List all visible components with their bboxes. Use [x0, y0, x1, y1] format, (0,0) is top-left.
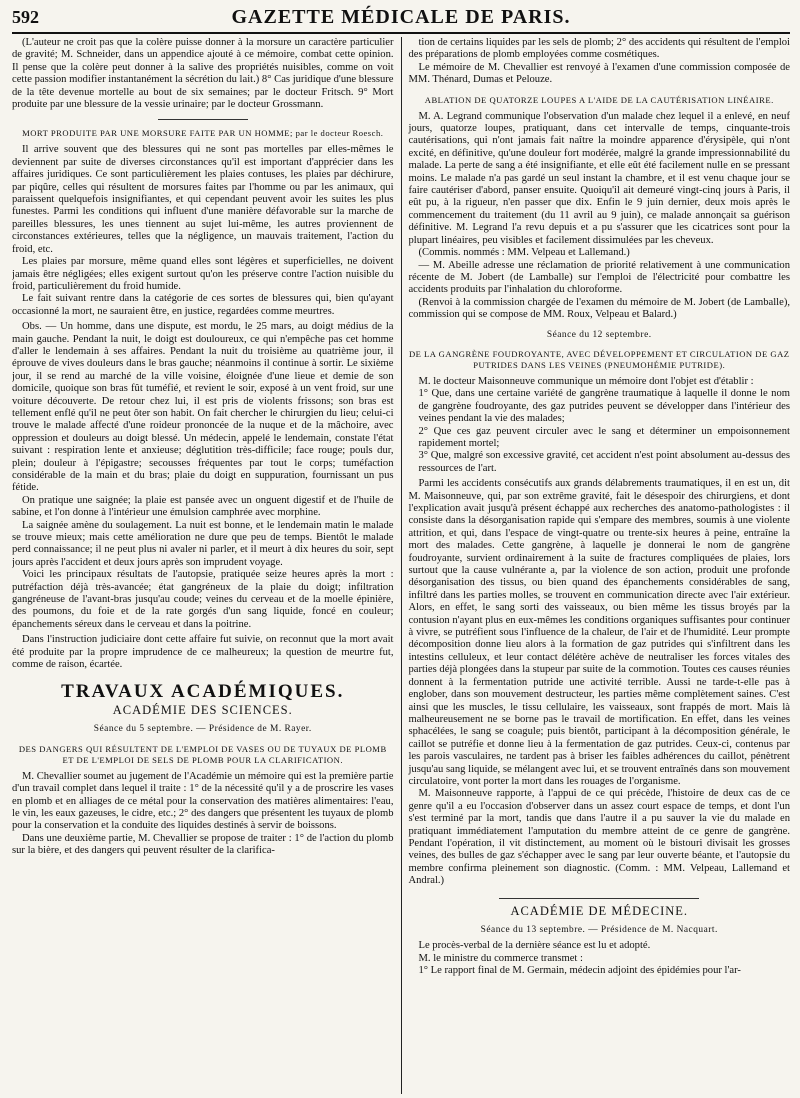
journal-title: GAZETTE MÉDICALE DE PARIS.: [231, 6, 571, 28]
paragraph: La saignée amène du soulagement. La nuit est bonne, et le lendemain matin le malade se trouve mieux; mais cette amélioration ne dure que peu de temps. Bientôt le malade perd connaissance; il ne peut plus ni avaler ni parler, et il meurt à dix heures du soir, sept jours après l'accident et deux jours après son imprudent voyage.: [12, 519, 394, 568]
paragraph: — M. Abeille adresse une réclamation de priorité relativement à une communication récente de M. Jobert (de Lamballe) sur l'emploi de l'électricité pour combattre les accidents produits par l'inhalation du chloroforme.: [408, 259, 790, 296]
article-columns: [12, 37, 790, 1094]
paragraph: Voici les principaux résultats de l'autopsie, pratiquée seize heures après la mort : putréfaction déjà très-avancée; état gangréneux de la plaie du doigt; infiltration gangréneuse de l'avant-bras jusqu'au coude; veines du cerveau et de la moelle épinière, des poumons, du foie et de la rate gorgés d'un sang liquide, foncé en couleur; épanchements séreux dans le cerveau et dans la poitrine.: [12, 569, 394, 630]
list-item: 1° Que, dans une certaine variété de gangrène traumatique à laquelle il donne le nom de gangrène foudroyante, des gaz putrides peuvent se développer dans l'intérieur des veines pendant la vie des malades;: [418, 388, 790, 425]
section-title: TRAVAUX ACADÉMIQUES.: [61, 680, 345, 702]
paragraph: On pratique une saignée; la plaie est pansée avec un onguent digestif et de l'huile de sabine, et l'on donne à l'intérieur une émulsion camphrée avec morphine.: [12, 494, 394, 519]
paragraph: M. le docteur Maisonneuve communique un mémoire dont l'objet est d'établir :: [418, 375, 754, 387]
academy-title: ACADÉMIE DES SCIENCES.: [112, 702, 293, 717]
session-heading: Séance du 13 septembre. — Présidence de M. Nacquart.: [480, 925, 718, 935]
article-heading: DES DANGERS QUI RÉSULTENT DE L'EMPLOI DE VASES OU DE TUYAUX DE PLOMB ET DE L'EMPLOI DE SELS DE PLOMB POUR LA CLARIFICATION.: [18, 743, 387, 765]
paragraph: Parmi les accidents consécutifs aux grands délabrements traumatiques, il en est un, dit M. Maisonneuve, qui, par son extrême gravité, fait le désespoir des chirurgiens, et dont l'explication avait jusqu'à présent échappé aux recherches des anatomo-pathologistes : il consiste dans la désorganisation rapide qui s'empare des membres, soumis à une violente attrition, et qui, dans l'espace de vingt-quatre ou trente-six heures à peine, entraîne la mort des malades. Cette gangrène, à laquelle je donnerai le nom de gangrène foudroyante, survient ordinairement à la suite de fractures compliquées de plaies, lors surtout que la cause vulnérante a, par la violence de son action, produit une profonde désorganisation des tissus, ou bien quand des épanchements considérables de sang, infiltré dans les parties molles, se trouvent en communication directe avec l'air extérieur. Alors, en effet, le sang sorti des vaisseaux, ou bien même les tissus broyés par la contusion n'ayant plus en eux-mêmes les conditions organiques suffisantes pour continuer à vivre, se putréfient sous l'influence de la chaleur, de l'air et de l'humidité. Leur prompte décomposition donne lieu alors à la formation de gaz putrides qui s'infiltrent dans les intestins celluleux, et leur contact délétère achève de neutraliser les forces vitales des parties déjà plongées dans la stupeur par suite de la commotion. Toutes ces causes réunies donnent à la fermentation putride une activité terrible. Aussi ne tarde-t-elle pas à englober, dans son mouvement destructeur, les parties même complètement saines. C'est ainsi que les muscles, le tissu cellulaire, les vaisseaux, sont frappés de mort. Mais là malheureusement ne se borne pas le travail de mortification. En effet, dans les veines sphacélées, le sang se coagule; puis bientôt, participant à la décomposition générale, le caillot se putréfie et donne lieu à la fermentation de gaz putrides. Ceux-ci, contenus par les parois vasculaires, ne tardent pas à briser les faibles adhérences du caillot, pénètrent jusqu'au sang liquide, se mélangent avec lui, et se trouvent entraînés dans son mouvement circulatoire, vont porter la mort dans les rouages de l'organisme.: [408, 478, 790, 787]
paragraph: Il arrive souvent que des blessures qui ne sont pas mortelles par elles-mêmes le deviennent par suite de diverses circonstances qu'il est important d'apprécier dans les affaires juridiques. Ce sont particulièrement les plaies contuses, les plaies par déchirure, par piqûre, celles qui résultent de morsures faites par l'homme ou par les animaux, qui paraissent quelquefois insignifiantes, et qui cependant peuvent avoir les suites les plus funestes. Parmi les conditions qui influent d'une manière défavorable sur la marche de pareilles blessures, les unes tiennent au sujet lui-même, les autres proviennent de circonstances extérieures, telles que la négligence, un mauvais traitement, l'action du froid, etc.: [12, 144, 394, 255]
paragraph: (L'auteur ne croit pas que la colère puisse donner à la morsure un caractère particulier de gravité; M. Schneider, dans un appendice ajouté à ce mémoire, combat cette opinion. Il pense que la colère peut donner à la salive des propriétés nuisibles, comme on voit cette passion modifier instantanément la sécrétion du lait.) 8° Cas juridique d'une blessure de la tête devenue mortelle au bout de six semaines; par le docteur Fritsch. 9° Mort produite par une blessure de la vessie urinaire; par le docteur Grossmann.: [12, 37, 394, 111]
academy-title: ACADÉMIE DE MÉDECINE.: [510, 903, 689, 918]
masthead: [12, 6, 790, 34]
list-item: 2° Que ces gaz peuvent circuler avec le sang et déterminer un empoisonnement rapidement mortel;: [418, 425, 790, 449]
paragraph: (Commis. nommés : MM. Velpeau et Lallemand.): [418, 247, 630, 259]
paragraph: Obs. — Un homme, dans une dispute, est mordu, le 25 mars, au doigt médius de la main gauche. Pendant la nuit, le doigt est douloureux, ce qui n'empêche pas cet homme d'aller le lendemain à ses affaires. Pendant la nuit du troisième au quatrième jour, il éprouve de vives douleurs dans le bras gauche; néanmoins il continue à sortir. Le sixième jour, il se rend au marché de la ville voisine, éloignée d'une lieue et demie de son domicile, quoique son bras fût tuméfié, et revient le soir, exposé à un vent froid, sur une voiture découverte. De retour chez lui, il est pris de violents frissons; son bras est tellement enflé qu'il ne peut ôter son habit. On fait chercher le chirurgien du lieu; celui-ci trouve le malade affecté d'une roideur prononcée de la nuque et de la mâchoire, avec oppression et douleurs au doigt blessé. Un médecin, appelé le lendemain, constate l'état suivant : respiration lente et anxieuse; déglutition très-difficile; face rouge; pouls dur, plein; douleur à l'épigastre; secousses fréquentes par tout le corps; tuméfaction considérable de la main et du bras; plaie du doigt en suppuration, fournissant un pus fétide.: [12, 321, 394, 494]
paragraph: M. A. Legrand communique l'observation d'un malade chez lequel il a enlevé, en neuf jours, quatorze loupes, pratiquant, dans cet intervalle de temps, cinquante-trois cautérisations, qui n'ont jamais fait naître la moindre apparence d'érysipèle, qui n'ont excité, en définitive, qu'une douleur fort modérée, malgré la grande impressionnabilité du malade. La perte de sang a été insignifiante, et elle eût été facilement nulle en se pressant moins. Le malade n'a pas gardé un seul instant la chambre, et il est venu chaque jour se faire cautériser d'abord, panser ensuite. Quoiqu'il ait demeuré vingt-cinq jours à Paris, il eût pu, à la rigueur, n'en passer que dix. Enfin le 9 juin dernier, deux mois après le commencement du traitement (du 11 avril au 9 juin), ce malade annonçait sa guérison définitive. M. Legrand l'a revu depuis et a pu s'assurer que les cicatrices sont pour la plupart linéaires, peu visibles et facilement dissimulées par les cheveux.: [408, 110, 790, 246]
divider: [158, 119, 248, 120]
divider: [499, 898, 699, 899]
paragraph: M. le ministre du commerce transmet :: [418, 952, 583, 964]
paragraph: Les plaies par morsure, même quand elles sont légères et superficielles, ne doivent jamais être négligées; elles exigent surtout qu'on les préserve contre l'action nuisible du froid, particulièrement du froid humide.: [12, 256, 394, 292]
page-number: 592: [12, 7, 39, 27]
article-heading: ABLATION DE QUATORZE LOUPES A L'AIDE DE LA CAUTÉRISATION LINÉAIRE.: [424, 94, 774, 105]
paragraph: M. Chevallier soumet au jugement de l'Académie un mémoire qui est la première partie d'un travail complet dans lequel il traite : 1° de la nécessité qu'il y a de proscrire les vases en plomb et en alliages de ce métal pour la conservation des matières alimentaires: l'eau, le vin, les eaux gazeuses, le cidre, etc.; 2° des dangers que présentent les tuyaux de plomb pour la conservation et la conduite des liquides destinés à servir de boissons.: [12, 770, 394, 832]
article-heading: DE LA GANGRÈNE FOUDROYANTE, AVEC DÉVELOPPEMENT ET CIRCULATION DE GAZ PUTRIDES DANS LES VEINES (PNEUMOHÉMIE PUTRIDE).: [408, 348, 790, 370]
article-heading: MORT PRODUITE PAR UNE MORSURE FAITE PAR UN HOMME; par le docteur Roesch.: [22, 128, 384, 139]
list-item: 3° Que, malgré son excessive gravité, cet accident n'est point absolument au-dessus des ressources de l'art.: [418, 450, 790, 474]
paragraph: 1° Le rapport final de M. Germain, médecin adjoint des épidémies pour l'ar-: [418, 965, 741, 977]
right-column: [408, 37, 790, 1094]
session-heading: Séance du 12 septembre.: [546, 329, 652, 340]
paragraph: Le mémoire de M. Chevallier est renvoyé à l'examen d'une commission composée de MM. Thénard, Dumas et Pelouze.: [408, 61, 790, 86]
paragraph: Le procès-verbal de la dernière séance est lu et adopté.: [418, 940, 651, 952]
session-heading: Séance du 5 septembre. — Présidence de M. Rayer.: [93, 724, 312, 735]
paragraph: Dans l'instruction judiciaire dont cette affaire fut suivie, on reconnut que la mort avait été produite par la propre imprudence de ce malheureux; la question de meurtre fut, comme de raison, écartée.: [12, 634, 394, 671]
column-rule: [401, 37, 402, 1094]
paragraph: Dans une deuxième partie, M. Chevallier se propose de traiter : 1° de l'action du plomb sur la bière, et des dangers qui peuvent résulter de la clarifica-: [12, 832, 394, 857]
paragraph: M. Maisonneuve rapporte, à l'appui de ce qui précède, l'histoire de deux cas de ce genre qu'il a eu l'occasion d'observer dans un assez court espace de temps, et dont l'un s'est terminé par la mort, tandis que dans l'autre il a pu sauver la vie du malade en pratiquant immédiatement l'amputation du membre atteint de ce genre de gangrène. Pendant l'opération, il vit distinctement, au moment où le bistouri divisait les grosses veines, des bulles de gaz s'échapper avec le sang par leur ouverte béante, et l'autopsie du membre confirma pleinement son diagnostic. (Comm. : MM. Velpeau, Lallemand et Andral.): [408, 788, 790, 887]
paragraph: tion de certains liquides par les sels de plomb; 2° des accidents qui résultent de l'emploi des préparations de plomb employées comme cosmétiques.: [408, 37, 790, 61]
paragraph: (Renvoi à la commission chargée de l'examen du mémoire de M. Jobert (de Lamballe), commission qui se compose de MM. Roux, Velpeau et Balard.): [408, 296, 790, 321]
paragraph: Le fait suivant rentre dans la catégorie de ces sortes de blessures qui, bien qu'ayant occasionné la mort, ne sauraient être, en justice, regardées comme meurtres.: [12, 293, 394, 317]
left-column: [12, 37, 394, 1094]
